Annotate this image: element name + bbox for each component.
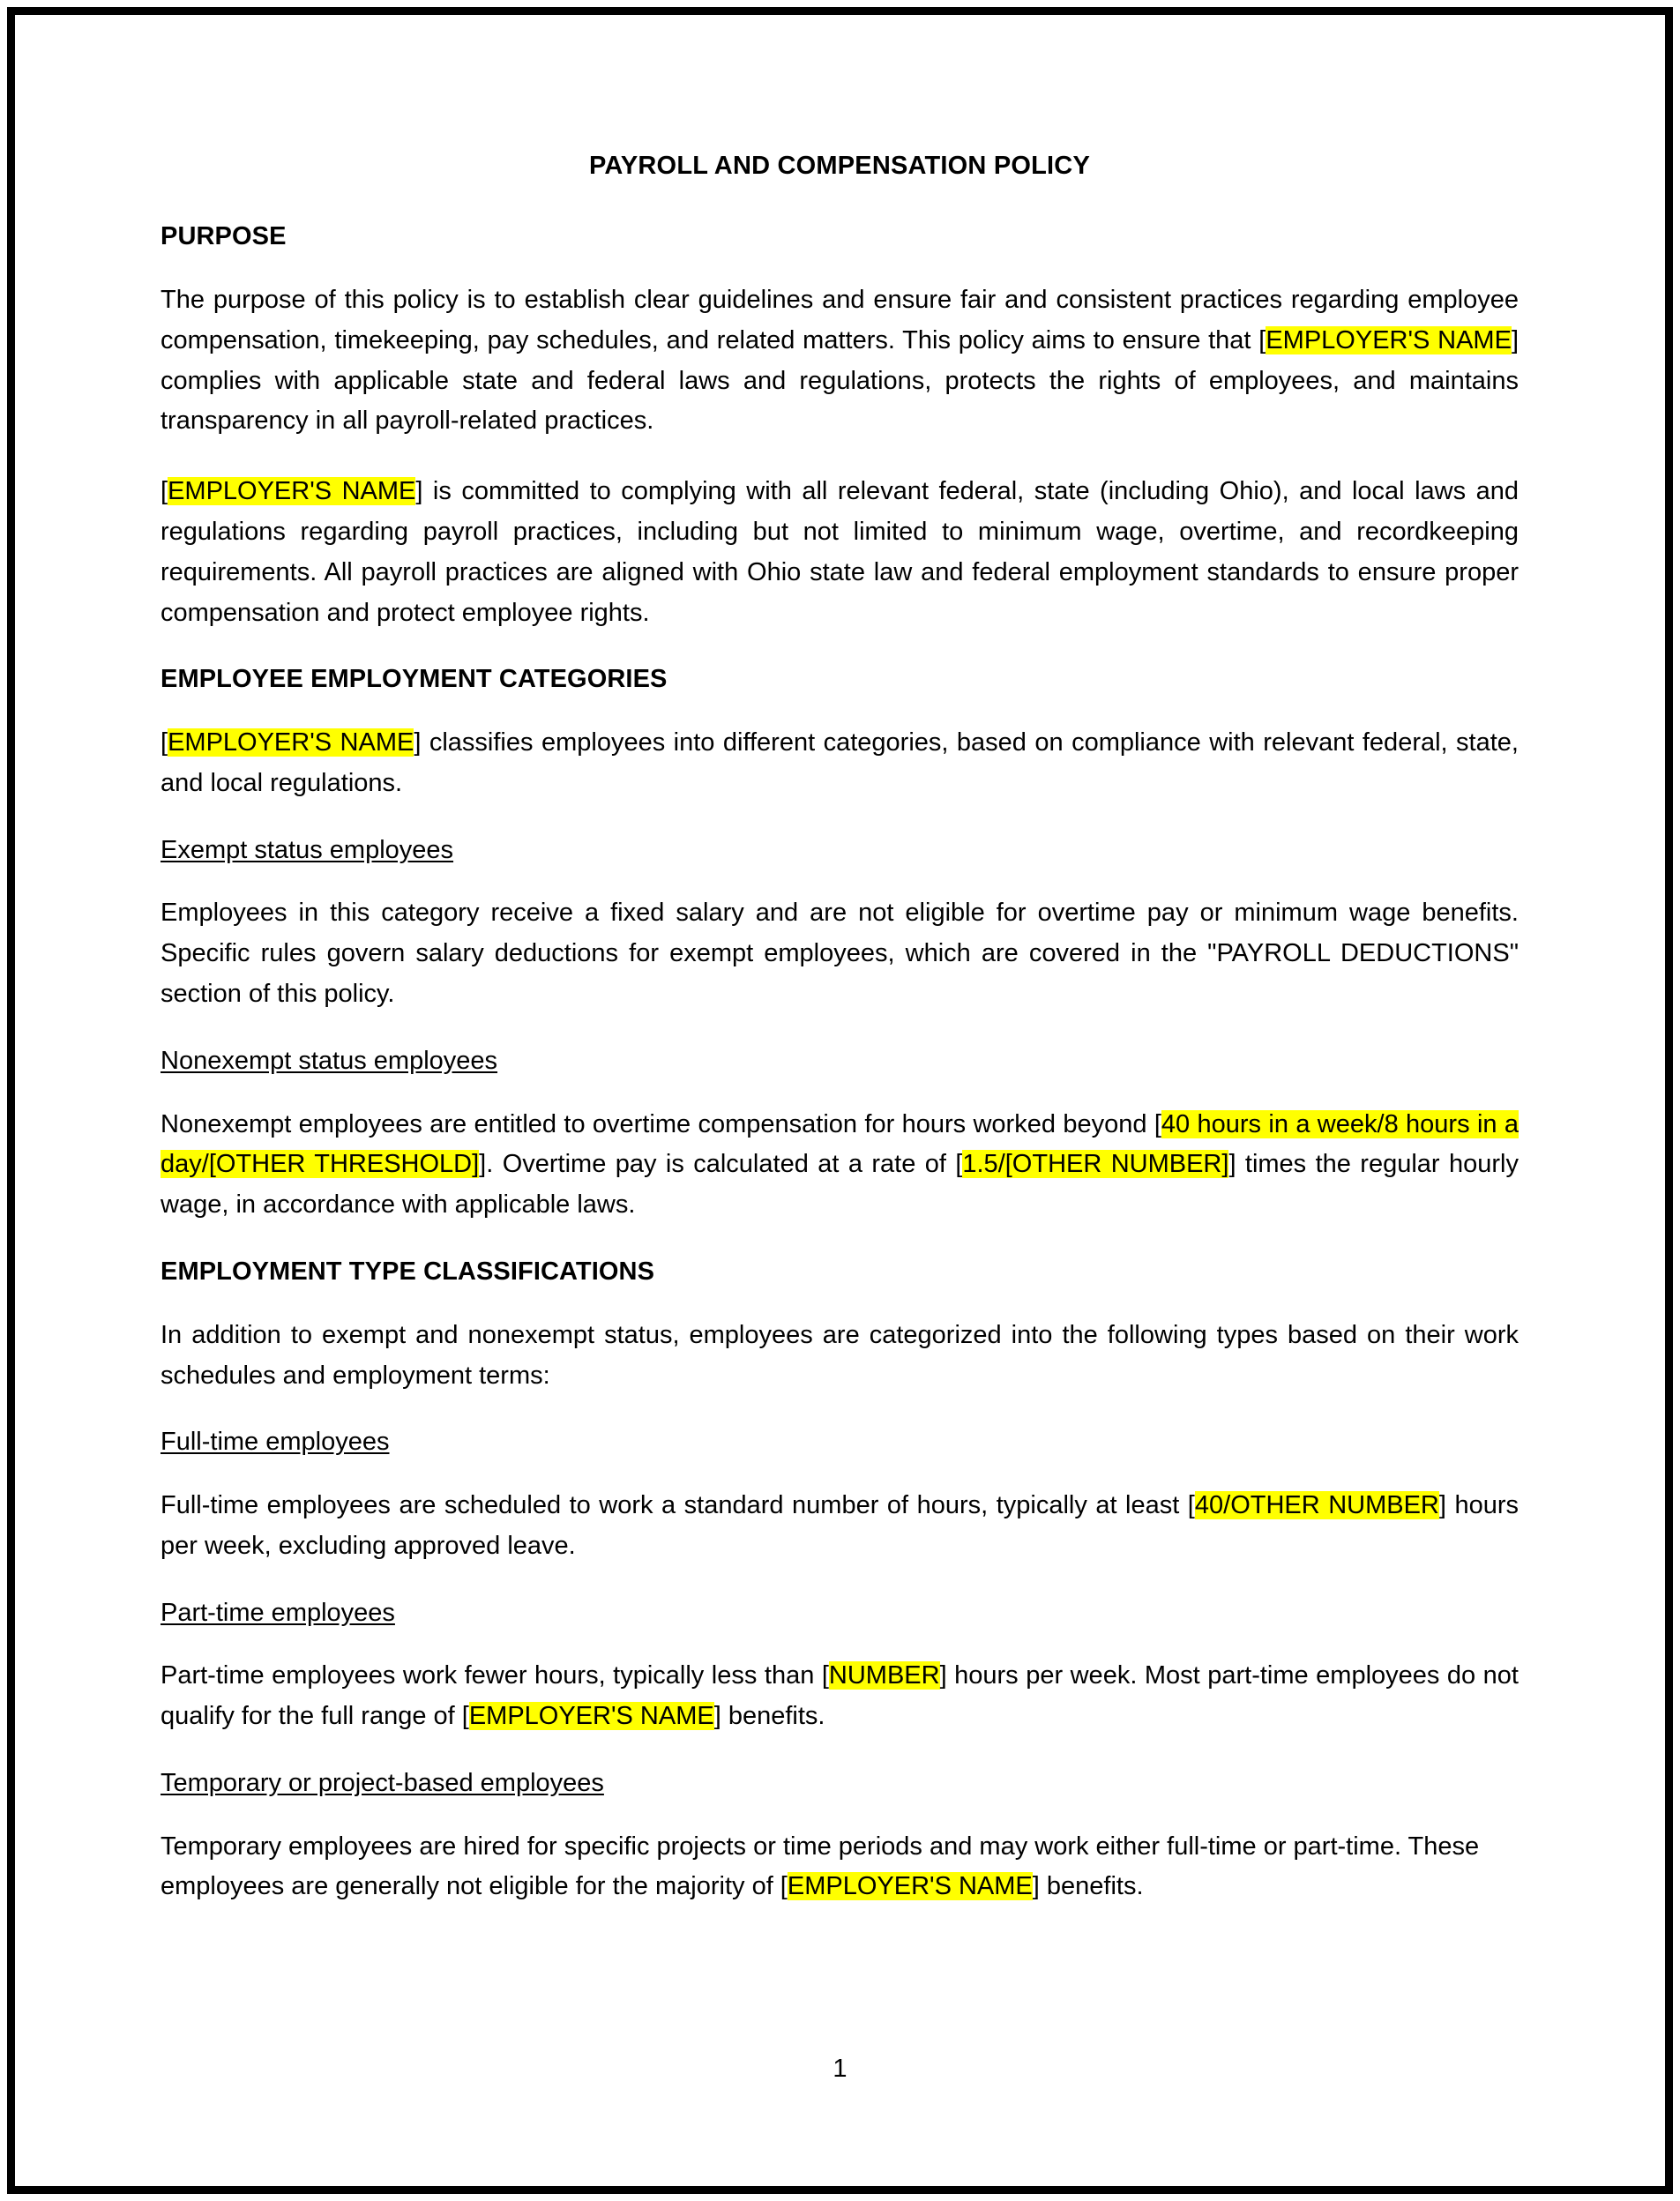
- sub-heading-text: Part-time employees: [161, 1598, 395, 1627]
- sub-heading-text: Temporary or project-based employees: [161, 1768, 604, 1797]
- paragraph-categories-intro: [161, 723, 1519, 804]
- section-heading-employment-type-classifications: EMPLOYMENT TYPE CLASSIFICATIONS: [161, 1257, 655, 1286]
- text-run: ] times the regular hourly wage, in accordance with applicable laws.: [161, 1150, 1519, 1220]
- text-run: ] benefits.: [1032, 1872, 1144, 1901]
- paragraph-nonexempt-status: [161, 1105, 1519, 1226]
- highlight-employers-name: EMPLOYER'S NAME: [168, 728, 414, 757]
- sub-heading-full-time-employees: [161, 1426, 1519, 1459]
- text-run: Part-time employees work fewer hours, typically less than [: [161, 1661, 829, 1690]
- sub-heading-text: Nonexempt status employees: [161, 1046, 498, 1075]
- highlight-employers-name: EMPLOYER'S NAME: [787, 1872, 1033, 1901]
- highlight-employers-name: EMPLOYER'S NAME: [1266, 325, 1512, 354]
- page-number: 1: [833, 2055, 847, 2083]
- sub-heading-nonexempt-status-employees: [161, 1045, 1519, 1078]
- sub-heading-temporary-employees: [161, 1767, 1519, 1801]
- highlight-part-time-hours: NUMBER: [828, 1661, 940, 1690]
- sub-heading-text: Full-time employees: [161, 1428, 390, 1457]
- highlight-employers-name: EMPLOYER'S NAME: [468, 1702, 714, 1731]
- paragraph-purpose-1: [161, 280, 1519, 442]
- document-title: PAYROLL AND COMPENSATION POLICY: [589, 152, 1090, 180]
- text-run: Nonexempt employees are entitled to overtime compensation for hours worked beyond [: [161, 1109, 1161, 1138]
- document-content: [161, 150, 1519, 1937]
- highlight-overtime-multiplier: 1.5/[OTHER NUMBER]: [962, 1150, 1229, 1179]
- text-run: [: [161, 728, 168, 757]
- paragraph-exempt-status: Employees in this category receive a fixed salary and are not eligible for overtime pay or minimum wage benefits. Specific rules govern salary deductions for exempt employees, which are covered in the "PAYROLL DEDUCTIONS" section of this policy.: [161, 899, 1519, 1009]
- section-heading-purpose: PURPOSE: [161, 222, 287, 251]
- highlight-overtime-threshold: 40 hours in a week/8 hours in a day/[OTHER THRESHOLD]: [161, 1109, 1519, 1179]
- text-run: Full-time employees are scheduled to work a standard number of hours, typically at least [: [161, 1491, 1195, 1519]
- text-run: [: [161, 477, 168, 506]
- paragraph-purpose-2: [161, 472, 1519, 633]
- text-run: The purpose of this policy is to establish clear guidelines and ensure fair and consistent practices regarding employee compensation, timekeeping, pay schedules, and related matters. This policy aims to ensure that [: [161, 285, 1519, 354]
- highlight-full-time-hours: 40/OTHER NUMBER: [1194, 1491, 1439, 1519]
- sub-heading-exempt-status-employees: [161, 834, 1519, 868]
- sub-heading-text: Exempt status employees: [161, 835, 454, 864]
- text-run: ] hours per week. Most part-time employees do not qualify for the full range of [: [161, 1661, 1519, 1731]
- paragraph-temporary: [161, 1827, 1519, 1908]
- text-run: ]. Overtime pay is calculated at a rate of [: [479, 1150, 963, 1179]
- section-heading-employee-employment-categories: EMPLOYEE EMPLOYMENT CATEGORIES: [161, 665, 668, 694]
- text-run: ] is committed to complying with all relevant federal, state (including Ohio), and local laws and regulations regarding payroll practices, including but not limited to minimum wage, overtime, and recordkeeping requirements. All payroll practices are aligned with Ohio state law and federal employment standards to ensure proper compensation and protect employee rights.: [161, 477, 1519, 627]
- sub-heading-part-time-employees: [161, 1597, 1519, 1630]
- text-run: ] complies with applicable state and federal laws and regulations, protects the rights of employees, and maintains transparency in all payroll-related practices.: [161, 325, 1519, 436]
- text-run: ] hours per week, excluding approved leave.: [161, 1491, 1519, 1560]
- paragraph-part-time: [161, 1656, 1519, 1737]
- paragraph-employment-types-intro: In addition to exempt and nonexempt status, employees are categorized into the following types based on their work schedules and employment terms:: [161, 1320, 1519, 1390]
- paragraph-full-time: [161, 1486, 1519, 1567]
- highlight-employers-name: EMPLOYER'S NAME: [168, 477, 416, 506]
- text-run: ] classifies employees into different categories, based on compliance with relevant federal, state, and local regulations.: [161, 728, 1519, 797]
- text-run: Temporary employees are hired for specific projects or time periods and may work either full-time or part-time. These employees are generally not eligible for the majority of [: [161, 1832, 1480, 1901]
- text-run: ] benefits.: [713, 1702, 825, 1731]
